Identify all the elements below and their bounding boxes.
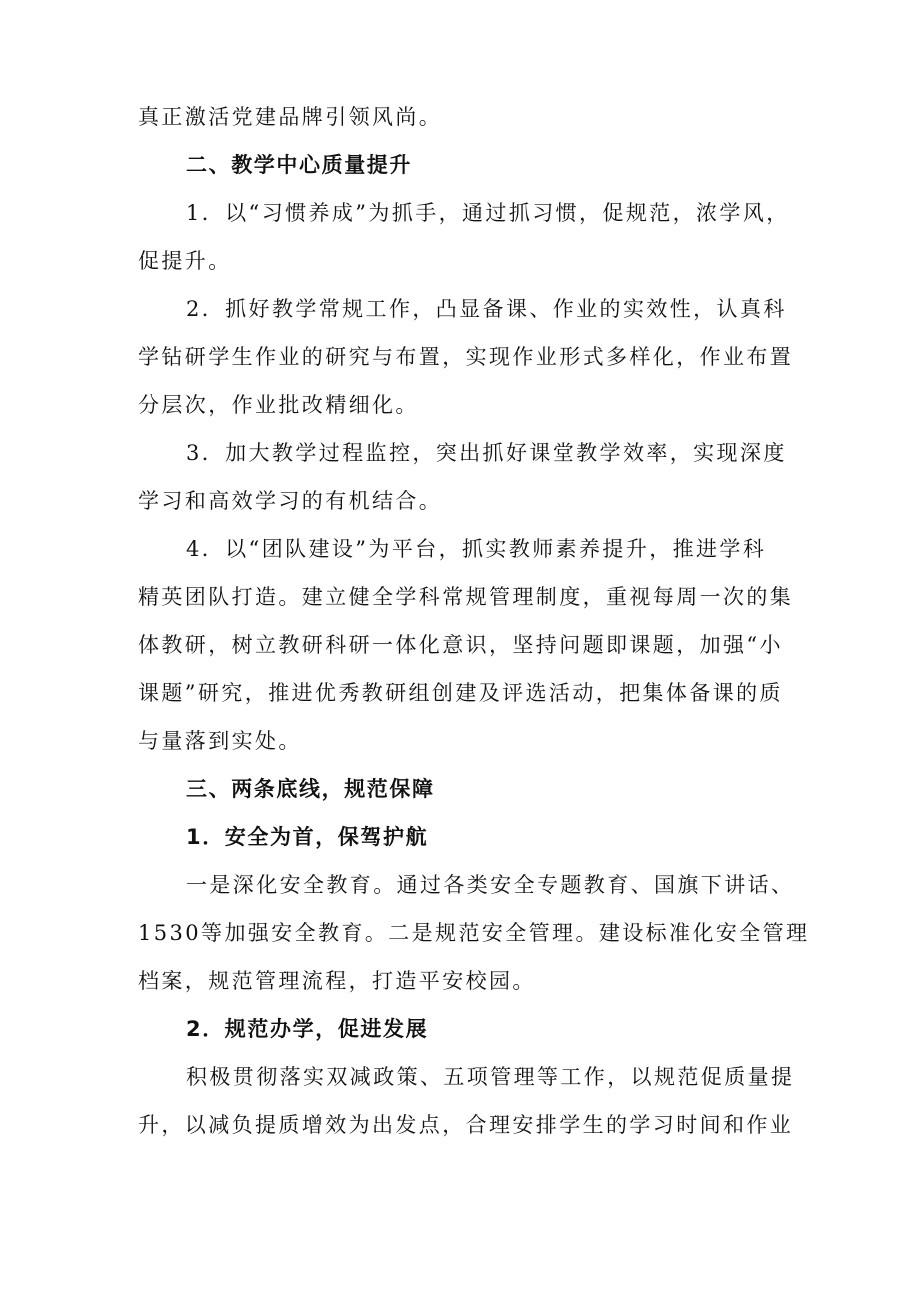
paragraph-line: 精英团队打造。建立健全学科常规管理制度，重视每周一次的集 [138, 585, 794, 609]
paragraph-line: 体教研，树立教研科研一体化意识，坚持问题即课题，加强“小 [138, 633, 783, 657]
paragraph-line: 一是深化安全教育。通过各类安全专题教育、国旗下讲话、 [186, 873, 795, 897]
section-heading: 三、两条底线，规范保障 [186, 777, 435, 801]
paragraph-line: 2．抓好教学常规工作，凸显备课、作业的实效性，认真科 [186, 297, 787, 321]
document-body [138, 93, 810, 1149]
paragraph-line: 课题”研究，推进优秀教研组创建及评选活动，把集体备课的质 [138, 681, 783, 705]
paragraph-line: 分层次，作业批改精细化。 [138, 393, 419, 417]
paragraph-line: 学钻研学生作业的研究与布置，实现作业形式多样化，作业布置 [138, 345, 794, 369]
paragraph-line: 与量落到实处。 [138, 729, 302, 753]
section-heading: 二、教学中心质量提升 [186, 153, 412, 177]
paragraph-line: 积极贯彻落实双减政策、五项管理等工作，以规范促质量提 [186, 1065, 795, 1089]
paragraph-line: 1．以“习惯养成”为抓手，通过抓习惯，促规范，浓学风， [186, 201, 790, 225]
paragraph-line: 促提升。 [138, 249, 232, 273]
paragraph-line: 真正激活党建品牌引领风尚。 [138, 105, 443, 129]
paragraph-line: 4．以“团队建设”为平台，抓实教师素养提升，推进学科 [186, 537, 767, 561]
paragraph-line: 1530等加强安全教育。二是规范安全管理。建设标准化安全管理 [138, 921, 810, 945]
paragraph-line: 档案，规范管理流程，打造平安校园。 [138, 969, 536, 993]
subsection-heading: 2．规范办学，促进发展 [186, 1017, 429, 1041]
paragraph-line: 学习和高效学习的有机结合。 [138, 489, 443, 513]
paragraph-line: 3．加大教学过程监控，突出抓好课堂教学效率，实现深度 [186, 441, 787, 465]
subsection-heading: 1．安全为首，保驾护航 [186, 825, 429, 849]
paragraph-line: 升，以减负提质增效为出发点，合理安排学生的学习时间和作业 [138, 1113, 794, 1137]
